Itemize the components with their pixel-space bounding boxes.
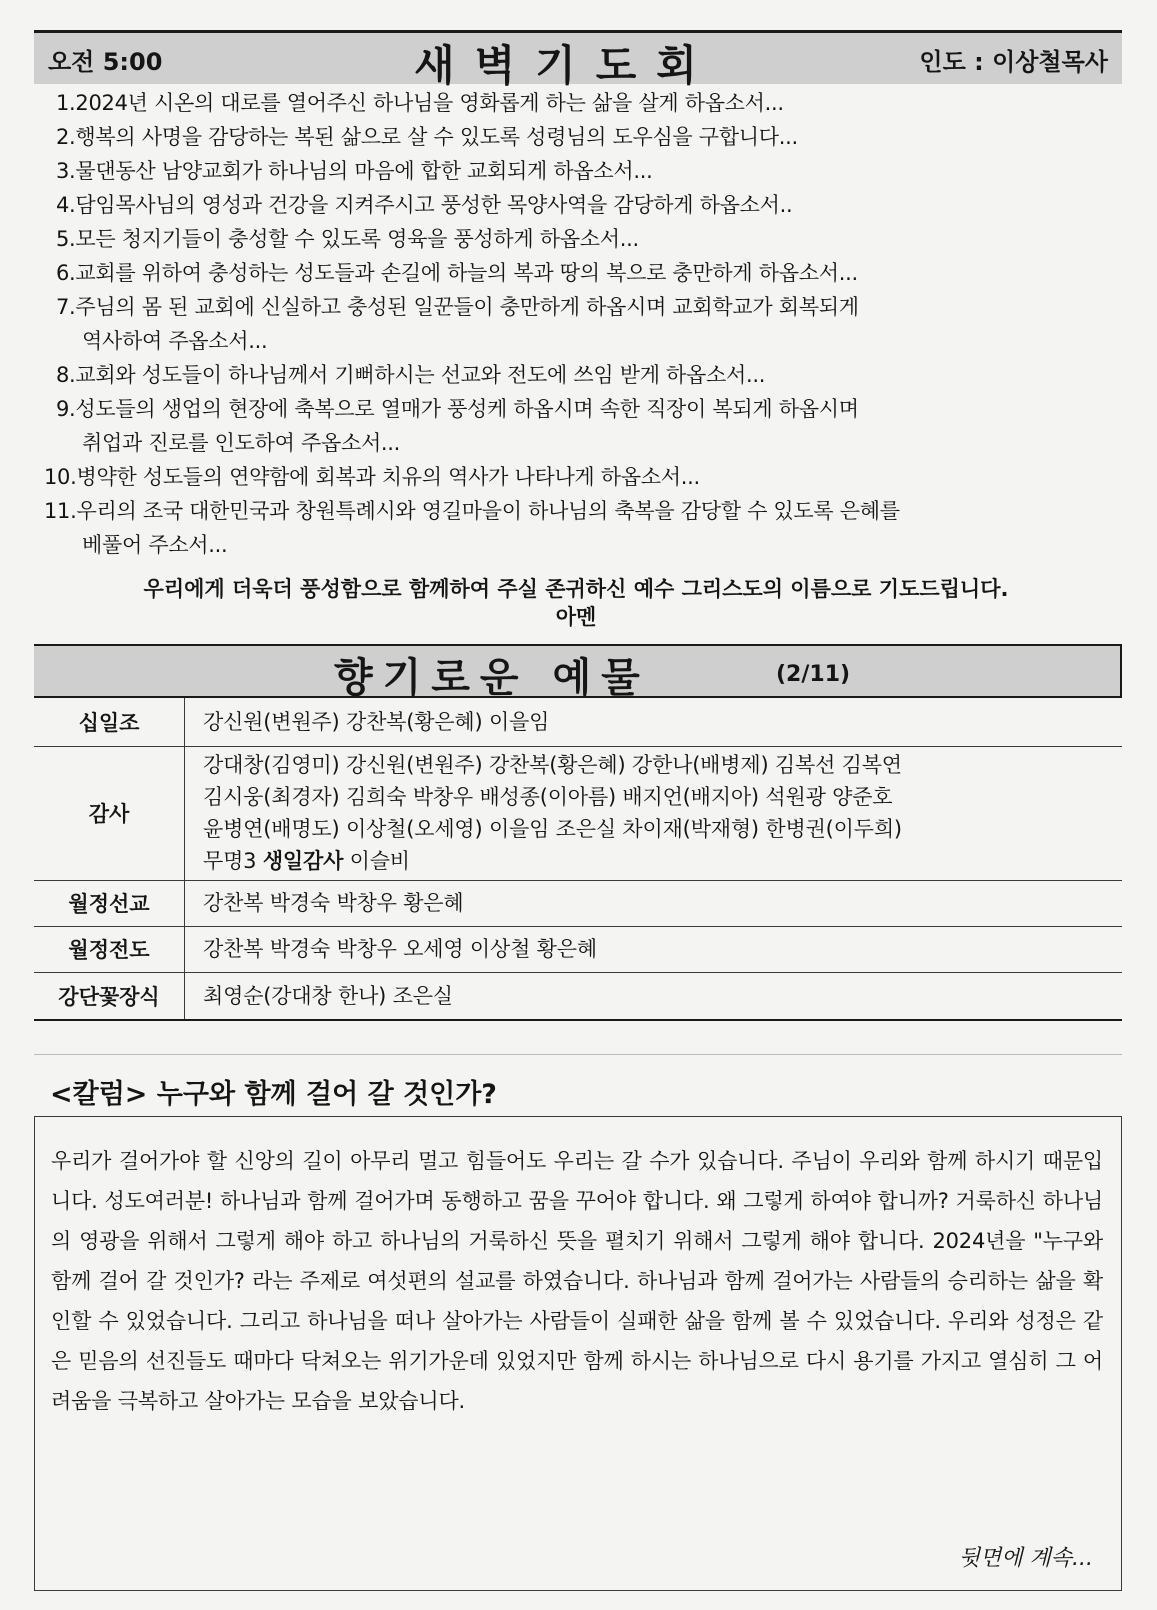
prayer-item <box>56 188 1116 222</box>
prayer-item-text: 2.행복의 사명을 감당하는 복된 삶으로 살 수 있도록 성령님의 도우심을 구합니다... <box>56 125 798 149</box>
prayer-item-text: 3.물댄동산 남양교회가 하나님의 마음에 합한 교회되게 하옵소서... <box>56 159 653 183</box>
column-body: 우리가 걸어가야 할 신앙의 길이 아무리 멀고 힘들어도 우리는 갈 수가 있습니다. 주님이 우리와 함께 하시기 때문입니다. 성도여러분! 하나님과 함께 걸어가며 동행하고 꿈을 꾸어야 합니다. 왜 그렇게 하여야 합니까? 거룩하신 하나님의 영광을 위해서 그렇게 해야 하고 하나님의 거룩하신 뜻을 펼치기 위해서 그렇게 해야 합니다. 2024년을 "누구와 함께 걸어 갈 것인가? 라는 주제로 여섯편의 설교를 하였습니다. 하나님과 함께 걸어가는 사람들의 승리하는 삶을 확인할 수 있었습니다. 그리고 하나님을 떠나 살아가는 사람들이 실패한 삶을 함께 볼 수 있었습니다. 우리와 성정은 같은 믿음의 선진들도 때마다 닥쳐오는 위기가운데 있었지만 함께 하시는 하나님으로 다시 용기를 가지고 열심히 그 어려움을 극복하고 살아가는 모습을 보았습니다. <box>51 1149 1103 1413</box>
offering-names <box>185 880 1123 926</box>
offering-category: 강단꽃장식 <box>34 972 185 1020</box>
prayer-item-text: 7.주님의 몸 된 교회에 신실하고 충성된 일꾼들이 충만하게 하옵시며 교회학교가 회복되게 <box>56 295 859 319</box>
prayer-item <box>56 256 1116 290</box>
offering-anonymous: 무명3 <box>203 849 263 873</box>
offering-category: 십일조 <box>34 698 185 746</box>
prayer-item <box>56 86 1116 120</box>
offering-names <box>185 926 1123 972</box>
prayer-item-continuation: 베풀어 주소서... <box>82 533 228 557</box>
offering-names-line: 강찬복 박경숙 박창우 황은혜 <box>203 891 464 915</box>
offering-names-line <box>203 845 1122 877</box>
offering-names-line: 강찬복 박경숙 박창우 오세영 이상철 황은혜 <box>203 937 597 961</box>
birthday-name: 이슬비 <box>343 849 410 873</box>
birthday-label: 생일감사 <box>262 849 344 873</box>
prayer-closing: 우리에게 더욱더 풍성함으로 함께하여 주실 존귀하신 예수 그리스도의 이름으로 기도드립니다. <box>143 577 1009 601</box>
offering-date: (2/11) <box>776 662 851 687</box>
offering-names <box>185 698 1123 746</box>
prayer-item-continuation: 역사하여 주옵소서... <box>82 329 268 353</box>
offering-category: 월정전도 <box>34 926 185 972</box>
prayer-item <box>56 290 1116 358</box>
prayer-item-text: 11.우리의 조국 대한민국과 창원특례시와 영길마을이 하나님의 축복을 감당할 수 있도록 은혜를 <box>44 499 900 523</box>
prayer-item <box>56 358 1116 392</box>
offering-category: 월정선교 <box>34 880 185 926</box>
prayer-item <box>44 494 1116 562</box>
prayer-item <box>56 392 1116 460</box>
prayer-time: 오전 5:00 <box>48 48 163 76</box>
prayer-item-text: 8.교회와 성도들이 하나님께서 기뻐하시는 선교와 전도에 쓰임 받게 하옵소서... <box>56 363 766 387</box>
offering-names <box>185 746 1123 880</box>
column-continued: 뒷면에 계속... <box>958 1546 1093 1571</box>
prayer-title: 새벽기도회 <box>414 41 717 90</box>
prayer-item <box>56 120 1116 154</box>
prayer-item-text: 6.교회를 위하여 충성하는 성도들과 손길에 하늘의 복과 땅의 복으로 충만하게 하옵소서... <box>56 261 858 285</box>
prayer-list <box>44 86 1116 562</box>
table-row <box>34 880 1122 926</box>
table-row <box>34 972 1122 1020</box>
prayer-item-text: 5.모든 청지기들이 충성할 수 있도록 영육을 풍성하게 하옵소서... <box>56 227 639 251</box>
offering-header <box>34 644 1122 701</box>
column-title: <칼럼> 누구와 함께 걸어 갈 것인가? <box>50 1079 497 1110</box>
prayer-item <box>56 222 1116 256</box>
table-row <box>34 746 1122 880</box>
prayer-item-continuation: 취업과 진로를 인도하여 주옵소서... <box>82 431 401 455</box>
prayer-leader: 인도 : 이상철목사 <box>919 48 1108 76</box>
prayer-item <box>56 154 1116 188</box>
table-row <box>34 698 1122 746</box>
offering-title: 향기로운 예물 <box>334 655 650 701</box>
prayer-item-text: 9.성도들의 생업의 현장에 축복으로 열매가 풍성케 하옵시며 속한 직장이 복되게 하옵시며 <box>56 397 859 421</box>
offering-category: 감사 <box>34 746 185 880</box>
offering-names-line: 윤병연(배명도) 이상철(오세영) 이을임 조은실 차이재(박재형) 한병권(이두희) <box>203 817 902 841</box>
prayer-amen: 아멘 <box>555 605 597 629</box>
table-row <box>34 926 1122 972</box>
prayer-item <box>44 460 1116 494</box>
offering-names <box>185 972 1123 1020</box>
offering-table <box>34 698 1122 1021</box>
prayer-header <box>34 30 1122 90</box>
offering-names-line: 최영순(강대창 한나) 조은실 <box>203 983 453 1008</box>
prayer-item-text: 4.담임목사님의 영성과 건강을 지켜주시고 풍성한 목양사역을 감당하게 하옵소서.. <box>56 193 793 217</box>
prayer-item-text: 1.2024년 시온의 대로를 열어주신 하나님을 영화롭게 하는 삶을 살게 하옵소서... <box>56 91 784 115</box>
section-divider <box>34 1054 1122 1055</box>
offering-names-line: 김시웅(최경자) 김희숙 박창우 배성종(이아름) 배지언(배지아) 석원광 양준호 <box>203 785 893 809</box>
column-box <box>34 1116 1122 1591</box>
prayer-item-text: 10.병약한 성도들의 연약함에 회복과 치유의 역사가 나타나게 하옵소서... <box>44 465 700 489</box>
offering-names-line: 강신원(변원주) 강찬복(황은혜) 이을임 <box>203 709 550 734</box>
offering-names-line: 강대창(김영미) 강신원(변원주) 강찬복(황은혜) 강한나(배병제) 김복선 김복연 <box>203 753 902 777</box>
